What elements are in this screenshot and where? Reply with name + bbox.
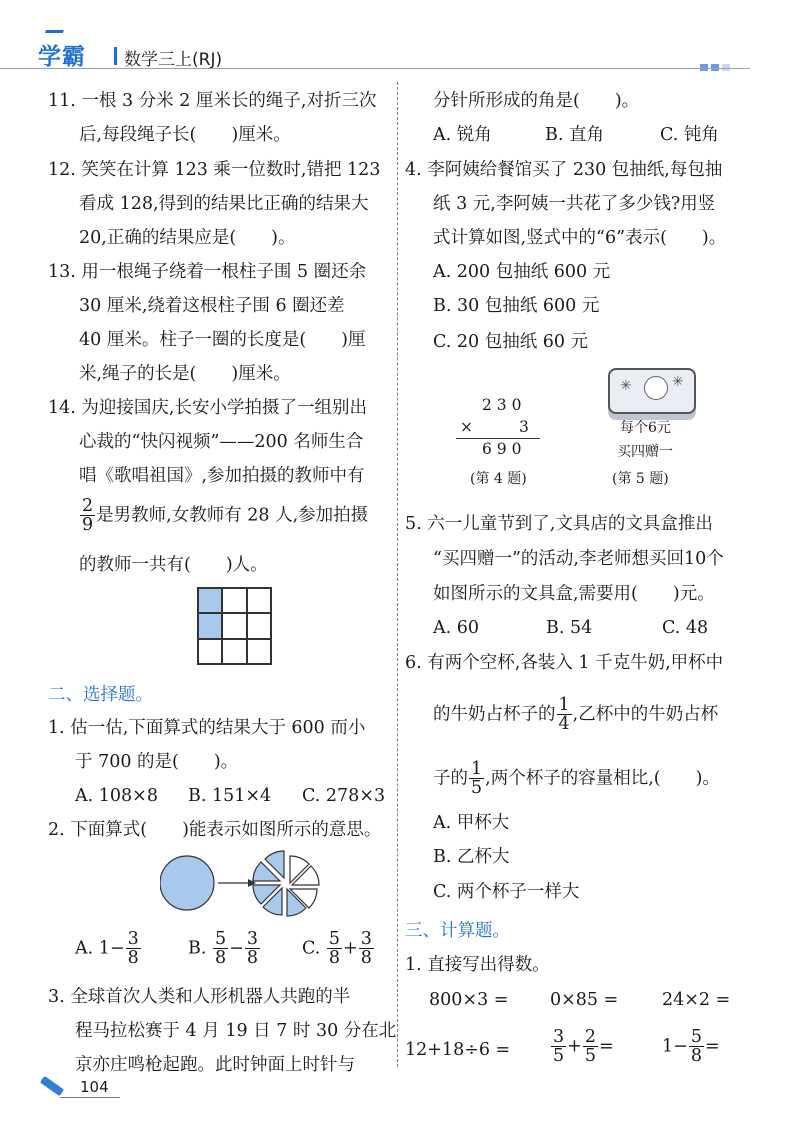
c3-line-1: 3. 全球首次人类和人形机器人共跑的半 [48, 987, 351, 1007]
c2-option-a: A. 1− $\frac{3}{8}$ [75, 929, 139, 969]
calc-1-minus-frac: 1− $\frac{5}{8}$ = [662, 1027, 720, 1067]
c3-line-3: 京亦庄鸣枪起跑。此时钟面上时针与 [75, 1055, 355, 1075]
q14-line-5: 的教师一共有( )人。 [79, 555, 268, 575]
c4-option-a: A. 200 包抽纸 600 元 [433, 262, 611, 282]
c2-option-b: B. $\frac{5}{8}$ − $\frac{3}{8}$ [188, 929, 258, 969]
q14-line-1: 14. 为迎接国庆,长安小学拍摄了一组别出 [48, 398, 367, 418]
calc-12plus18div6: 12+18÷6 = [405, 1040, 511, 1060]
c6-option-b: B. 乙杯大 [433, 847, 510, 867]
q13-line-1: 13. 用一根绳子绕着一根柱子围 5 圈还余 [48, 262, 367, 282]
section-3-title: 三、计算题。 [405, 921, 510, 941]
caption-q4: (第 4 题) [470, 471, 527, 487]
fraction-1-4: $\frac{1}{4}$ [558, 695, 570, 735]
column-divider [397, 82, 398, 1067]
c6-line-1: 6. 有两个空杯,各装入 1 千克牛奶,甲杯中 [405, 653, 724, 673]
c4-line-3: 式计算如图,竖式中的“6”表示( )。 [433, 228, 727, 248]
vertical-row-2: 3 [519, 418, 529, 436]
page-header [0, 0, 800, 80]
c5-line-2: “买四赠一”的活动,李老师想买回10个 [433, 549, 724, 569]
pencil-icon [40, 1076, 64, 1096]
c1-option-c: C. 278×3 [302, 786, 386, 806]
q12-line-1: 12. 笑笑在计算 123 乘一位数时,错把 123 [48, 160, 381, 180]
c5-line-1: 5. 六一儿童节到了,文具店的文具盒推出 [405, 514, 713, 534]
c3-option-a: A. 锐角 [433, 125, 492, 145]
q13-line-4: 米,绳子的长是( )厘米。 [79, 364, 291, 384]
c1-option-b: B. 151×4 [188, 786, 272, 806]
c3-line-4: 分针所形成的角是( )。 [433, 91, 640, 111]
c1-line-2: 于 700 的是( )。 [75, 752, 239, 772]
page-number: 104 [80, 1078, 109, 1096]
q12-line-3: 20,正确的结果应是( )。 [79, 228, 296, 248]
c3-option-b: B. 直角 [545, 125, 604, 145]
c4-line-2: 纸 3 元,李阿姨一共花了多少钱?用竖 [433, 194, 716, 214]
c5-option-a: A. 60 [433, 618, 480, 638]
c2-circle-figure [160, 850, 360, 920]
c2-option-c: C. $\frac{5}{8}$ + $\frac{3}{8}$ [302, 929, 372, 969]
c5-option-c: C. 48 [662, 618, 709, 638]
footer-rule [60, 1097, 120, 1098]
q14-line-3: 唱《歌唱祖国》,参加拍摄的教师中有 [79, 466, 365, 486]
q14-line-2: 心裁的“快闪视频”——200 名师生合 [79, 432, 364, 452]
calc-frac-add: $\frac{3}{5}$ + $\frac{2}{5}$ = [553, 1027, 614, 1067]
c6-line-3: 子的 $\frac{1}{5}$ ,两个杯子的容量相比,( )。 [433, 759, 720, 799]
fraction-2-9: $\frac{2}{9}$ [82, 496, 94, 536]
c1-option-a: A. 108×8 [75, 786, 158, 806]
subject-title: 数学三上(RJ) [124, 50, 223, 70]
vertical-operator: × [460, 418, 473, 436]
section-2-title: 二、选择题。 [48, 685, 153, 705]
calc-800x3: 800×3 = [429, 990, 509, 1010]
vertical-result: 6 9 0 [482, 440, 522, 458]
pencil-box-price: 每个6元 [620, 420, 671, 436]
c6-option-a: A. 甲杯大 [433, 813, 510, 833]
c6-option-c: C. 两个杯子一样大 [433, 882, 580, 902]
q14-line-4: $\frac{2}{9}$ 是男教师,女教师有 28 人,参加拍摄 [82, 496, 369, 536]
fraction-1-5: $\frac{1}{5}$ [471, 759, 483, 799]
q11-line-2: 后,每段绳子长( )厘米。 [79, 125, 291, 145]
c1-line-1: 1. 估一估,下面算式的结果大于 600 而小 [48, 718, 366, 738]
caption-q5: (第 5 题) [612, 471, 669, 487]
calc-0x85: 0×85 = [550, 990, 619, 1010]
calc-24x2: 24×2 = [662, 990, 731, 1010]
header-dots-decoration [700, 56, 733, 75]
q14-grid-figure [197, 587, 272, 665]
q12-line-2: 看成 128,得到的结果比正确的结果大 [79, 194, 369, 214]
vertical-rule [456, 438, 540, 439]
pencil-box-image: ✳ ✳ [608, 368, 696, 414]
c6-line-2: 的牛奶占杯子的 $\frac{1}{4}$ ,乙杯中的牛奶占杯 [433, 695, 719, 735]
header-rule [0, 68, 750, 69]
c4-option-c: C. 20 包抽纸 60 元 [433, 332, 589, 352]
q13-line-2: 30 厘米,绕着这根柱子围 6 圈还差 [79, 296, 345, 316]
c5-option-b: B. 54 [546, 618, 593, 638]
vertical-row-1: 2 3 0 [482, 396, 522, 414]
c2-line-1: 2. 下面算式( )能表示如图所示的意思。 [48, 820, 382, 840]
c5-line-3: 如图所示的文具盒,需要用( )元。 [433, 584, 715, 604]
c4-option-b: B. 30 包抽纸 600 元 [433, 296, 600, 316]
c3-line-2: 程马拉松赛于 4 月 19 日 7 时 30 分在北 [75, 1021, 397, 1041]
q11-line-1: 11. 一根 3 分米 2 厘米长的绳子,对折三次 [48, 91, 377, 111]
c4-line-1: 4. 李阿姨给餐馆买了 230 包抽纸,每包抽 [405, 160, 723, 180]
q13-line-3: 40 厘米。柱子一圈的长度是( )厘 [79, 330, 366, 350]
pencil-box-offer: 买四赠一 [617, 444, 673, 460]
calc-title: 1. 直接写出得数。 [405, 955, 550, 975]
c3-option-c: C. 钝角 [660, 125, 719, 145]
header-separator [114, 47, 117, 65]
brand-logo: 学霸 [38, 38, 86, 68]
